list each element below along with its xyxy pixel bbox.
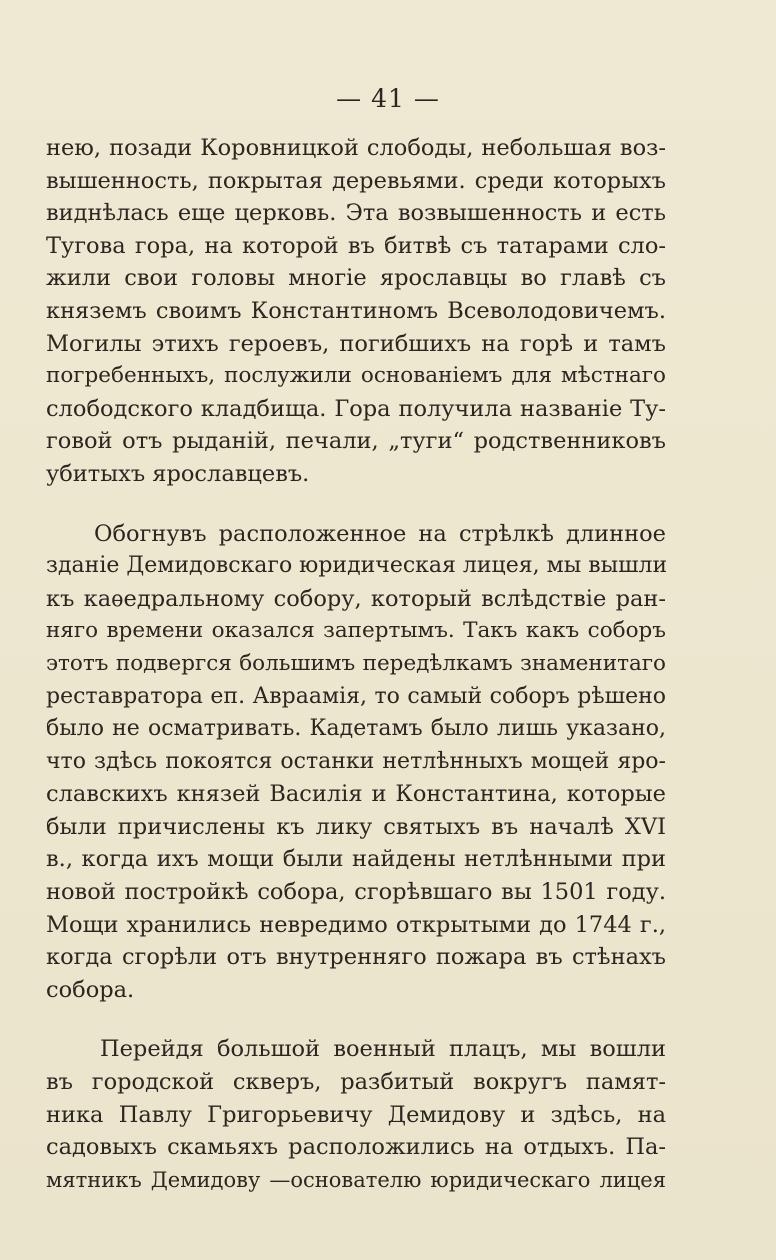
text-line: виднѣлась еще церковь. Эта возвышенность и есть (46, 200, 666, 227)
text-line: что здѣсь покоятся останки нетлѣнныхъ мощей яро- (46, 748, 666, 774)
text-line: Перейдя большой военный плацъ, мы вошли (100, 1036, 666, 1063)
text-line: Обогнувъ расположенное на стрѣлкѣ длинное (94, 520, 666, 547)
text-line: этотъ подвергся большимъ передѣлкамъ знаменитаго (46, 650, 666, 676)
paragraph-1 (46, 132, 666, 491)
text-line: вышенность, покрытая деревьями. среди которыхъ (46, 167, 666, 194)
text-line: княземъ своимъ Константиномъ Всеволодовичемъ. (46, 297, 666, 324)
text-line: жили свои головы многiе ярославцы во главѣ съ (46, 265, 666, 292)
text-line: новой постройкѣ собора, сгорѣвшаго вы 1501 году. (46, 879, 666, 906)
text-line: было не осматривать. Кадетамъ было лишь указано, (46, 716, 666, 742)
body-text (46, 132, 666, 1196)
text-line: погребенныхъ, послужили основанiемъ для мѣстнаго (46, 363, 666, 389)
text-line: славскихъ князей Василiя и Константина, которые (46, 781, 666, 808)
text-line: въ городской скверъ, разбитый вокругъ памят- (46, 1069, 666, 1096)
text-line: Мощи хранились невредимо открытыми до 1744 г., (46, 911, 666, 938)
text-line: мятникъ Демидову —основателю юридическаго лицея (46, 1167, 666, 1192)
text-line: зданiе Демидовскаго юридическая лицея, мы вышли (46, 553, 668, 579)
paragraph-3 (46, 1033, 666, 1196)
text-line: къ каѳедральному собору, который вслѣдствiе ран- (46, 585, 666, 612)
text-line: были причислены къ лику святыхъ въ началѣ XVI (46, 813, 666, 840)
text-line: слободского кладбища. Гора получила названiе Ту- (46, 395, 666, 422)
text-line: убитыхъ ярославцевъ. (46, 460, 310, 487)
text-line: Могилы этихъ героевъ, погибшихъ на горѣ и тамъ (46, 330, 666, 357)
text-line: реставратора еп. Авраамiя, то самый соборъ рѣшено (46, 683, 666, 709)
text-line: садовыхъ скамьяхъ расположились на отдыхъ. Па- (46, 1134, 666, 1161)
text-line: собора. (46, 976, 135, 1003)
text-line: нею, позади Коровницкой слободы, небольшая воз- (46, 135, 666, 161)
paragraph-2 (46, 518, 666, 1007)
text-line: в., когда ихъ мощи были найдены нетлѣнными при (46, 846, 666, 873)
text-line: Тугова гора, на которой въ битвѣ съ татарами сло- (46, 232, 666, 259)
text-line: когда сгорѣли отъ внутренняго пожара въ стѣнахъ (46, 944, 666, 971)
text-line: няго времени оказался запертымъ. Такъ какъ соборъ (46, 618, 666, 644)
text-line: ника Павлу Григорьевичу Демидову и здѣсь, на (46, 1101, 666, 1128)
page-number: — 41 — (336, 84, 440, 113)
text-line: говой отъ рыданiй, печали, „туги“ родственниковъ (46, 428, 666, 455)
